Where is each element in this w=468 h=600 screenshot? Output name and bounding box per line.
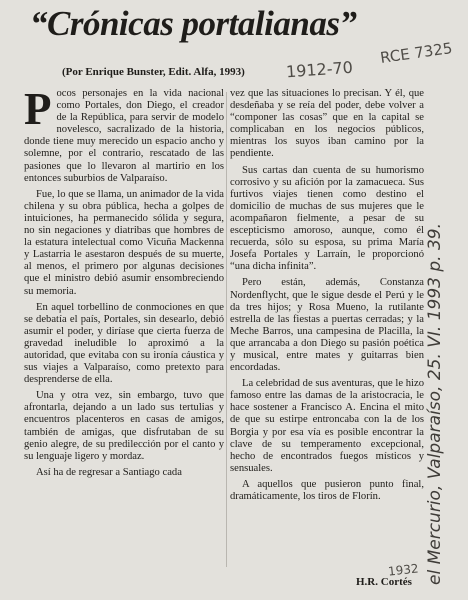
article-paragraph <box>24 84 224 185</box>
column-divider <box>226 92 227 567</box>
drop-cap: P <box>24 84 52 134</box>
article-paragraph: La celebridad de sus aventuras, que le hizo famoso entre las damas de la aristocracia, le hace sostener a Francisco A. Encina el mito de que su estirpe entroncaba con la de los Borgia y por esa vía es posible encontrar la clave de su temperamento excepcional, hecho de encontrados fuegos místicos y sensuales. <box>230 378 424 474</box>
article-paragraph: vez que las situaciones lo precisan. Y él, que desdeñaba y se reía del poder, debe volver a “componer las cosas” que en la capital se complicaban en los negocios públicos, mientras los suyos iban camino por la pendiente. <box>230 88 424 160</box>
article-paragraph: Así ha de regresar a Santiago cada <box>36 466 182 478</box>
handwritten-source-note: el Mercurio, Valparaíso, 25. VI. 1993 p. 39. <box>425 222 445 585</box>
article-paragraph: Fue, lo que se llama, un animador de la vida chilena y su obra pública, hecha a golpes de intuiciones, ha permanecido sólida y segura, no sin negaciones y diatribas que hombres de la estatura intelectual como Vicuña Mackenna y Lastarria le asestaron después de su muerte, al menos, el primero por algunas decisiones que el ministro debió asumir ensombreciendo su memoria. <box>24 188 224 297</box>
article-column-right <box>230 88 424 507</box>
handwritten-year-note: 1912-70 <box>285 57 354 82</box>
article-title: “Crónicas portalianas” <box>30 4 357 43</box>
article-paragraph: A aquellos que pusieron punto final, dramáticamente, los tiros de Florín. <box>230 478 424 502</box>
handwritten-catalog-code: RCE 7325 <box>379 39 454 67</box>
article-paragraph: Una y otra vez, sin embargo, tuvo que afrontarla, dejando a un lado sus tertulias y encuentros placenteros en casas de amigos, también de amigas, que disfrutaban de su genio alegre, de su predilección por el canto y su lenguaje ligero y mordaz. <box>24 390 224 462</box>
article-paragraph: Pero están, además, Constanza Nordenflycht, que le sigue desde el Perú y le da tres hijos; y Rosa Mueno, la rutilante estrella de las fiestas a puertas cerradas; y la Meche Barros, una campesina de Placilla, la que arrancaba a don Diego su pasión poética y musical, entre mates y guitarras bien encordadas. <box>230 277 424 374</box>
article-byline: (Por Enrique Bunster, Edit. Alfa, 1993) <box>62 66 245 78</box>
article-paragraph: En aquel torbellino de conmociones en que se debatía el país, Portales, sin desearlo, debió asumir el poder, y diríase que cierta fuerza de gravedad ineludible lo aproximó a la autoridad, que evitaba con su ironía cáustica y sus viajes a Valparaíso, como pretexto para desprenderse de ella. <box>24 301 224 386</box>
article-signature: H.R. Cortés <box>356 576 412 588</box>
handwritten-bottom-note: 1932 <box>387 561 420 579</box>
article-column-left <box>24 84 224 483</box>
article-paragraph: Sus cartas dan cuenta de su humorismo corrosivo y su afición por la zamacueca. Sus furtivos viajes tienen como destino el domicilio de muchas de sus mujeres que le acompañaron fielmente, a pesar de su escepticismo amoroso, aunque, como él recuerda, sólo su esposa, su prima María Josefa Portales y Larraín, le proporcionó “una dicha infinita”. <box>230 164 424 273</box>
paragraph-text: ocos personajes en la vida nacional como Portales, don Diego, el creador de la República, para servir de modelo novelesco, sacralizado de la historia, donde tiene muy merecido un espacio ancho y solemne, por el contrario, rescatado de las pasiones que lo llevaron al martirio en los entonces suburbios de Valparaíso. <box>24 88 224 184</box>
